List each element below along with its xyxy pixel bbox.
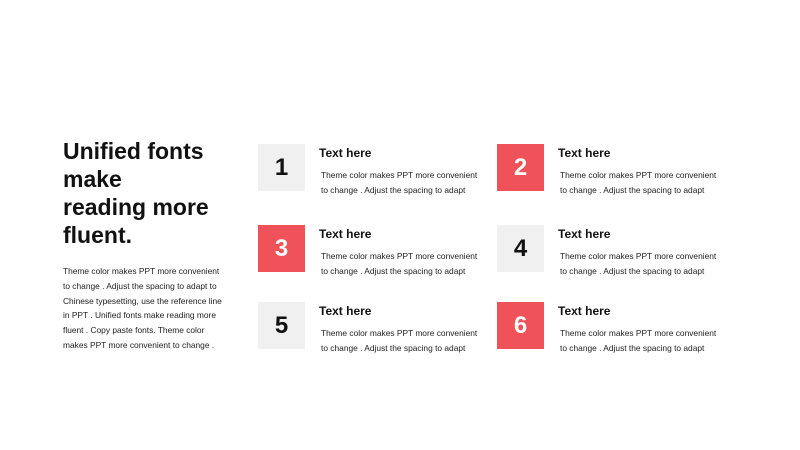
- item-title: Text here: [319, 227, 372, 241]
- desc-line: to change . Adjust the spacing to adapt: [560, 265, 705, 276]
- body-line: makes PPT more convenient to change .: [63, 339, 215, 350]
- title-line: fluent.: [63, 222, 132, 248]
- item-title: Text here: [319, 146, 372, 160]
- desc-line: Theme color makes PPT more convenient: [321, 251, 478, 261]
- body-line: to change . Adjust the spacing to adapt to: [63, 280, 217, 291]
- body-line: Chinese typesetting, use the reference line: [63, 295, 222, 306]
- item-number-box: 1: [258, 144, 305, 191]
- desc-line: Theme color makes PPT more convenient: [560, 328, 717, 338]
- item-number-box: 4: [497, 225, 544, 272]
- item-description: [321, 168, 491, 197]
- item-description: [560, 326, 730, 355]
- item-title: Text here: [558, 227, 611, 241]
- desc-line: Theme color makes PPT more convenient: [321, 328, 478, 338]
- desc-line: Theme color makes PPT more convenient: [321, 170, 478, 180]
- item-number-box: 3: [258, 225, 305, 272]
- slide-title: [63, 137, 238, 249]
- body-line: Theme color makes PPT more convenient: [63, 266, 220, 276]
- list-item-5: [258, 302, 488, 352]
- title-line: Unified fonts: [63, 138, 204, 164]
- list-item-4: [497, 225, 727, 275]
- slide-body-text: [63, 264, 238, 353]
- item-number-box: 6: [497, 302, 544, 349]
- item-number-box: 5: [258, 302, 305, 349]
- desc-line: to change . Adjust the spacing to adapt: [560, 184, 705, 195]
- title-line: make: [63, 166, 122, 192]
- desc-line: Theme color makes PPT more convenient: [560, 251, 717, 261]
- item-description: [321, 326, 491, 355]
- item-description: [560, 249, 730, 278]
- desc-line: to change . Adjust the spacing to adapt: [321, 342, 466, 353]
- list-item-1: [258, 144, 488, 194]
- body-line: in PPT . Unified fonts make reading more: [63, 310, 216, 321]
- list-item-3: [258, 225, 488, 275]
- item-number-box: 2: [497, 144, 544, 191]
- body-line: fluent . Copy paste fonts. Theme color: [63, 325, 205, 336]
- desc-line: to change . Adjust the spacing to adapt: [321, 265, 466, 276]
- item-title: Text here: [558, 304, 611, 318]
- item-title: Text here: [319, 304, 372, 318]
- title-line: reading more: [63, 194, 209, 220]
- list-item-2: [497, 144, 727, 194]
- desc-line: to change . Adjust the spacing to adapt: [560, 342, 705, 353]
- desc-line: Theme color makes PPT more convenient: [560, 170, 717, 180]
- item-description: [321, 249, 491, 278]
- item-title: Text here: [558, 146, 611, 160]
- list-item-6: [497, 302, 727, 352]
- item-description: [560, 168, 730, 197]
- desc-line: to change . Adjust the spacing to adapt: [321, 184, 466, 195]
